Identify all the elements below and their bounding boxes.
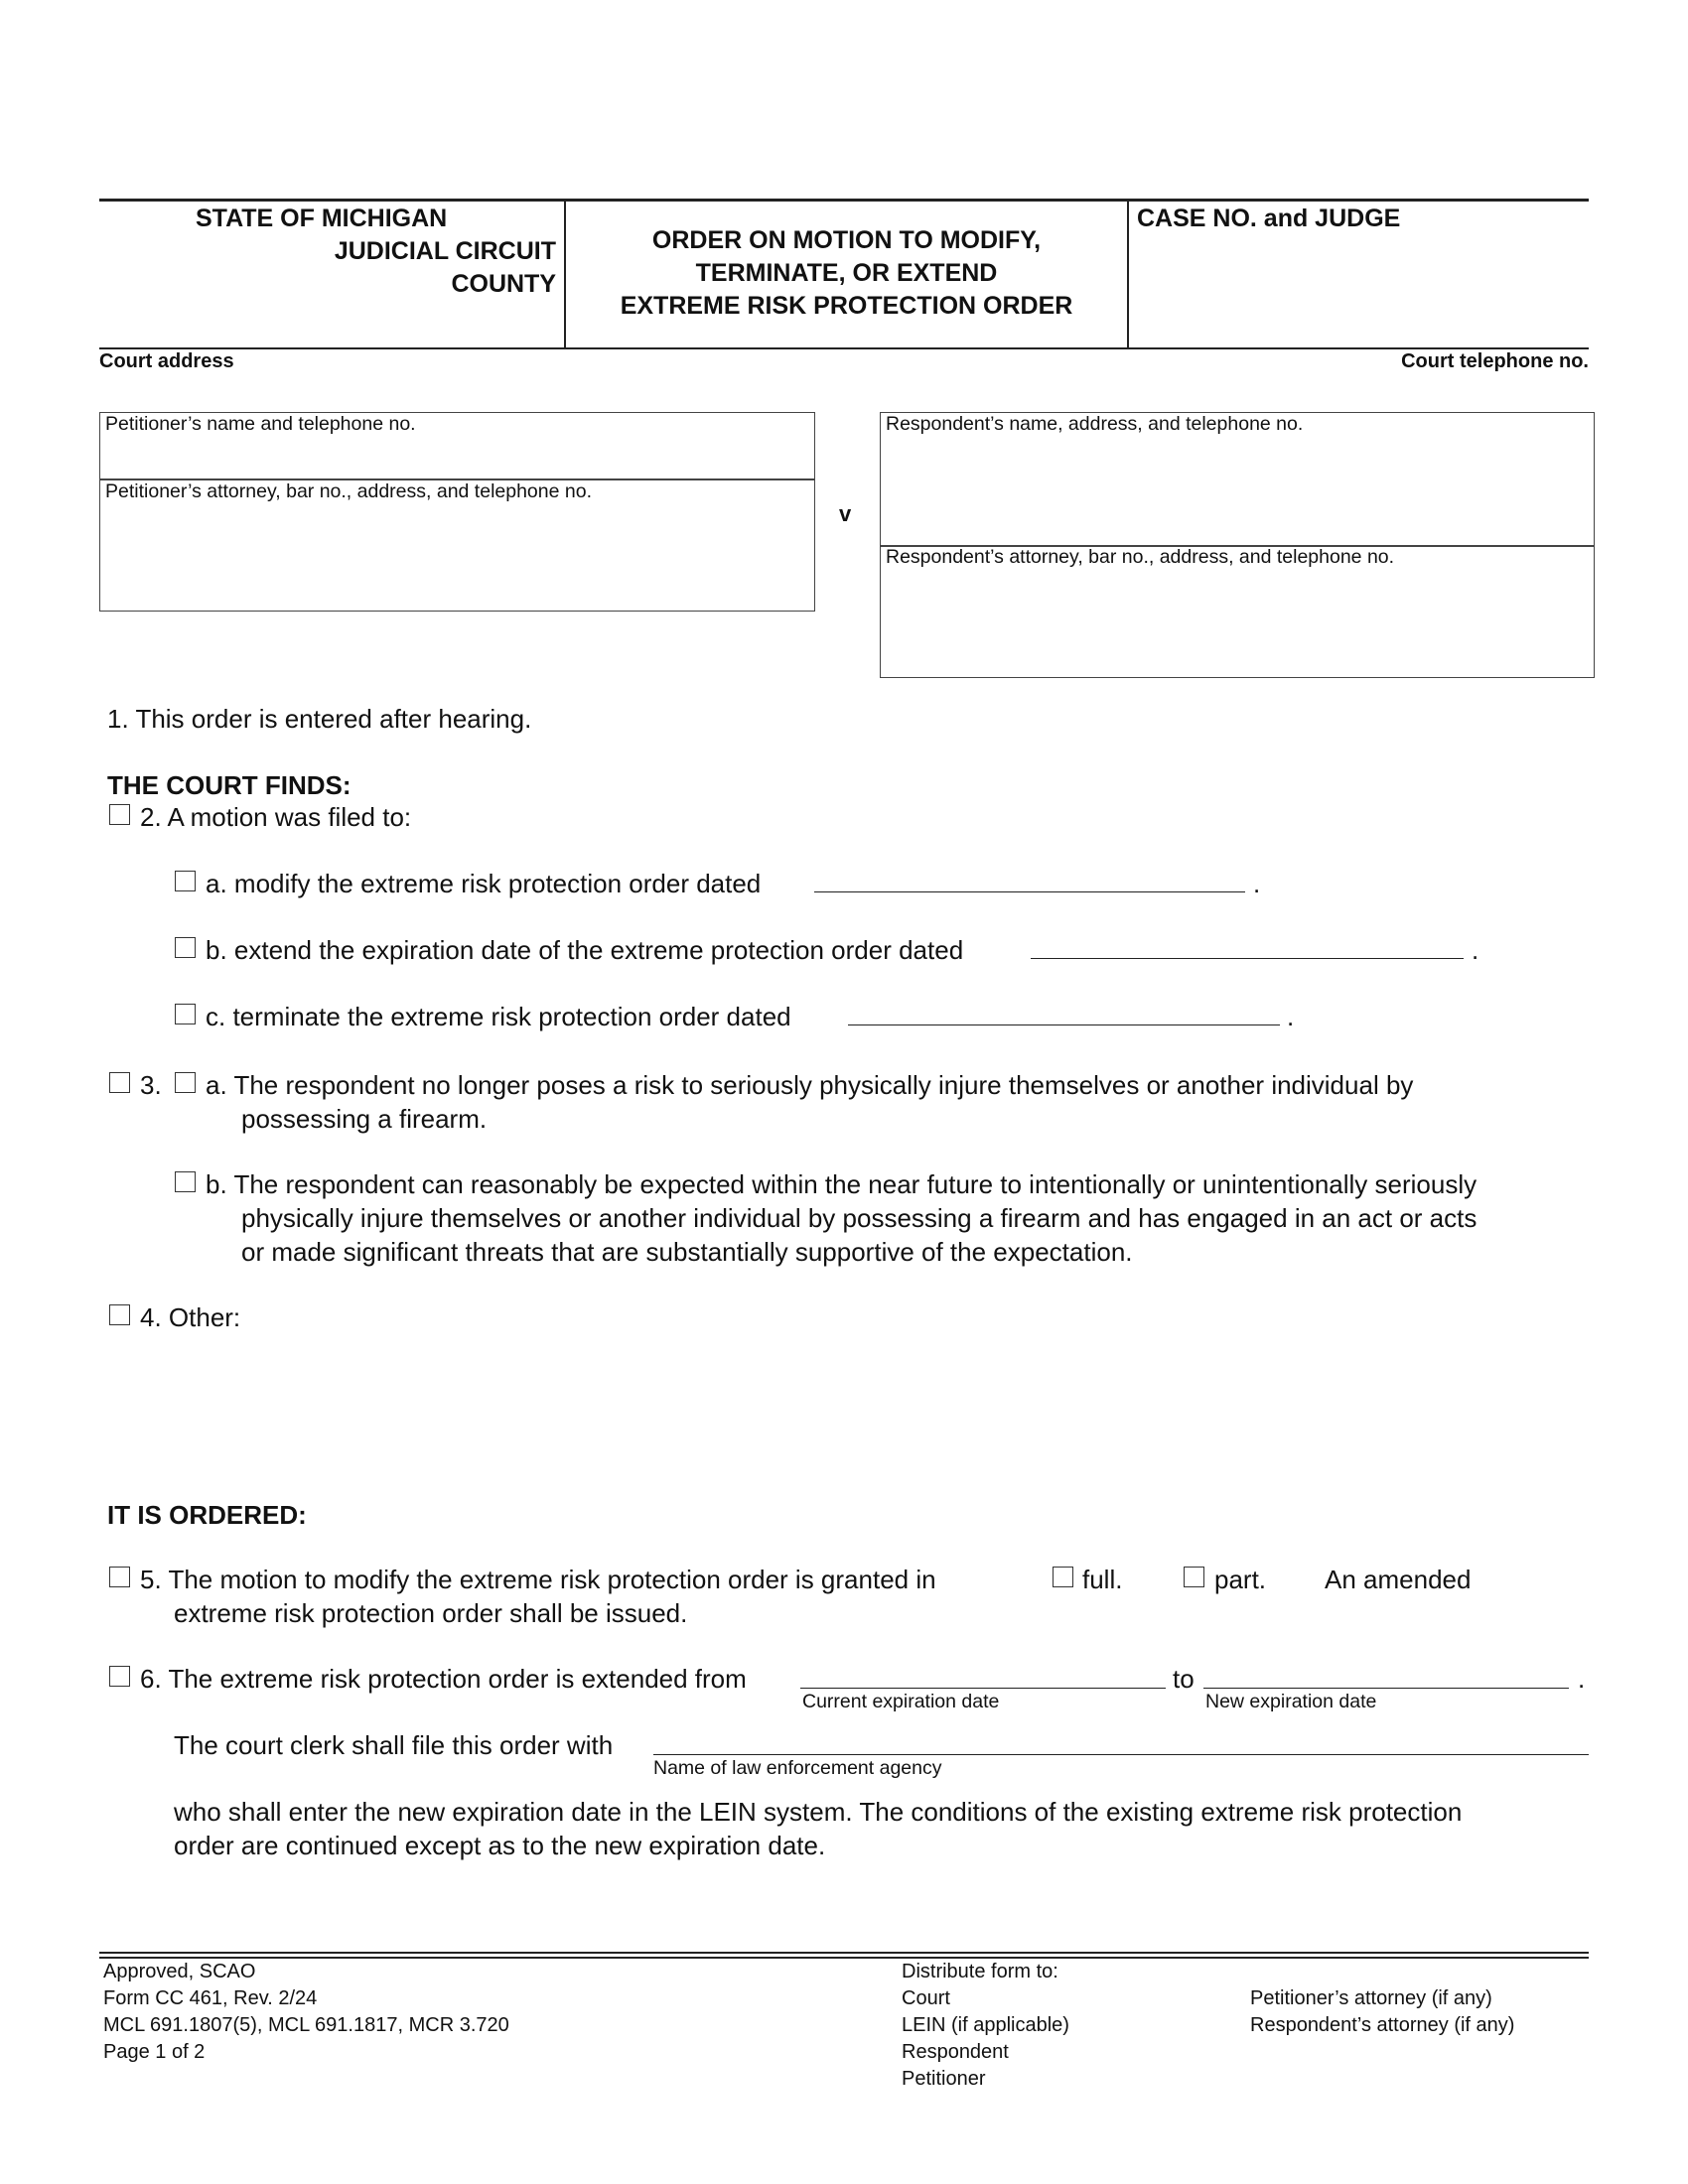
statute-references: MCL 691.1807(5), MCL 691.1817, MCR 3.720: [103, 2014, 509, 2036]
item-2a: a. modify the extreme risk protection order dated: [206, 869, 762, 898]
court-telephone-label: Court telephone no.: [1401, 350, 1589, 372]
respondent-attorney-field[interactable]: Respondent’s attorney, bar no., address, and telephone no.: [886, 546, 1395, 568]
item-3a-line1: a. The respondent no longer poses a risk to seriously physically injure themselves or another individual by: [206, 1070, 1414, 1100]
lein-line2: order are continued except as to the new expiration date.: [174, 1831, 826, 1860]
item-5-part-checkbox[interactable]: [1184, 1567, 1204, 1587]
case-number-field[interactable]: CASE NO. and JUDGE: [1137, 205, 1401, 232]
item-6-checkbox[interactable]: [109, 1666, 130, 1687]
item-5-part: part.: [1214, 1565, 1267, 1594]
footer-form-info: [103, 1959, 509, 2066]
item-3a: [206, 1068, 1586, 1136]
it-is-ordered-heading: IT IS ORDERED:: [107, 1500, 307, 1530]
item-3-number: 3.: [140, 1070, 162, 1100]
form-number: Form CC 461, Rev. 2/24: [103, 1987, 318, 2009]
versus-label: v: [839, 501, 852, 526]
distribution-attorneys: [1250, 1985, 1514, 2039]
item-2c-date-field[interactable]: [848, 1024, 1280, 1025]
lein-line1: who shall enter the new expiration date in the LEIN system. The conditions of the existing extreme risk protection: [174, 1797, 1463, 1827]
new-expiration-date-field[interactable]: [1203, 1688, 1569, 1689]
item-2a-checkbox[interactable]: [175, 871, 196, 891]
item-2c-period: .: [1287, 1002, 1295, 1031]
item-6: 6. The extreme risk protection order is extended from: [140, 1664, 747, 1694]
item-5-full-checkbox[interactable]: [1053, 1567, 1073, 1587]
header-top-rule: [99, 199, 1589, 202]
form-title-line2: TERMINATE, OR EXTEND: [695, 259, 998, 287]
item-2a-period: .: [1253, 869, 1261, 898]
clerk-instruction: The court clerk shall file this order with: [174, 1730, 614, 1760]
item-3-checkbox[interactable]: [109, 1072, 130, 1093]
judicial-circuit-label: JUDICIAL CIRCUIT: [334, 237, 556, 265]
item-3a-checkbox[interactable]: [175, 1072, 196, 1093]
distribution-list: [902, 1959, 1069, 2093]
item-3b-line3: or made significant threats that are substantially supportive of the expectation.: [241, 1237, 1133, 1267]
item-2-checkbox[interactable]: [109, 804, 130, 825]
item-3b-line2: physically injure themselves or another individual by possessing a firearm and has engaged in an act or acts: [241, 1203, 1477, 1233]
distribute-heading: Distribute form to:: [902, 1961, 1058, 1982]
item-3a-line2: possessing a firearm.: [241, 1104, 488, 1134]
current-expiration-date-caption: Current expiration date: [802, 1691, 1000, 1712]
state-name: STATE OF MICHIGAN: [196, 205, 448, 232]
form-title: [566, 224, 1127, 323]
page-number: Page 1 of 2: [103, 2041, 206, 2063]
law-enforcement-agency-field[interactable]: [653, 1754, 1589, 1755]
item-4-other-field[interactable]: [288, 1300, 1579, 1439]
footer-rule-top: [99, 1952, 1589, 1954]
lein-paragraph: [174, 1795, 1584, 1862]
distribute-court: Court: [902, 1987, 950, 2009]
item-5-line2: extreme risk protection order shall be issued.: [174, 1598, 688, 1628]
header-divider-right: [1127, 199, 1129, 348]
court-finds-heading: THE COURT FINDS:: [107, 770, 352, 800]
county-label: COUNTY: [451, 270, 556, 298]
item-3b-line1: b. The respondent can reasonably be expected within the near future to intentionally or unintentionally seriously: [206, 1169, 1477, 1199]
petitioner-attorney-field[interactable]: Petitioner’s attorney, bar no., address, and telephone no.: [105, 480, 592, 502]
item-2a-date-field[interactable]: [814, 891, 1245, 892]
item-2c: c. terminate the extreme risk protection order dated: [206, 1002, 791, 1031]
item-2: 2. A motion was filed to:: [140, 802, 412, 832]
item-2b-date-field[interactable]: [1031, 958, 1464, 959]
distribute-lein: LEIN (if applicable): [902, 2014, 1069, 2036]
current-expiration-date-field[interactable]: [800, 1688, 1166, 1689]
item-6-to: to: [1173, 1664, 1195, 1694]
respondent-name-field[interactable]: Respondent’s name, address, and telephone no.: [886, 413, 1304, 435]
item-1: 1. This order is entered after hearing.: [107, 704, 532, 734]
petitioner-box: [99, 412, 815, 612]
item-2b-period: .: [1472, 935, 1479, 965]
court-address-label: Court address: [99, 350, 234, 372]
form-title-line3: EXTREME RISK PROTECTION ORDER: [620, 292, 1073, 320]
item-5-full: full.: [1082, 1565, 1123, 1594]
item-4: 4. Other:: [140, 1302, 241, 1332]
item-3b-checkbox[interactable]: [175, 1171, 196, 1192]
item-5-checkbox[interactable]: [109, 1567, 130, 1587]
distribute-respondent: Respondent: [902, 2041, 1009, 2063]
item-6-period: .: [1578, 1664, 1586, 1694]
petitioner-name-field[interactable]: Petitioner’s name and telephone no.: [105, 413, 416, 435]
item-5-line1: 5. The motion to modify the extreme risk protection order is granted in: [140, 1565, 936, 1594]
item-5-amended: An amended: [1325, 1565, 1472, 1594]
item-2c-checkbox[interactable]: [175, 1004, 196, 1024]
item-2b: b. extend the expiration date of the extreme protection order dated: [206, 935, 964, 965]
header-bottom-rule: [99, 347, 1589, 349]
approved-scao: Approved, SCAO: [103, 1961, 256, 1982]
distribute-respondent-attorney: Respondent’s attorney (if any): [1250, 2014, 1515, 2036]
item-4-checkbox[interactable]: [109, 1304, 130, 1325]
item-2b-checkbox[interactable]: [175, 937, 196, 958]
distribute-petitioner: Petitioner: [902, 2068, 986, 2090]
new-expiration-date-caption: New expiration date: [1205, 1691, 1377, 1712]
item-3b: [206, 1167, 1586, 1269]
distribute-petitioner-attorney: Petitioner’s attorney (if any): [1250, 1987, 1492, 2009]
law-enforcement-agency-caption: Name of law enforcement agency: [653, 1757, 942, 1779]
form-title-line1: ORDER ON MOTION TO MODIFY,: [651, 226, 1042, 254]
court-jurisdiction: [119, 203, 556, 301]
